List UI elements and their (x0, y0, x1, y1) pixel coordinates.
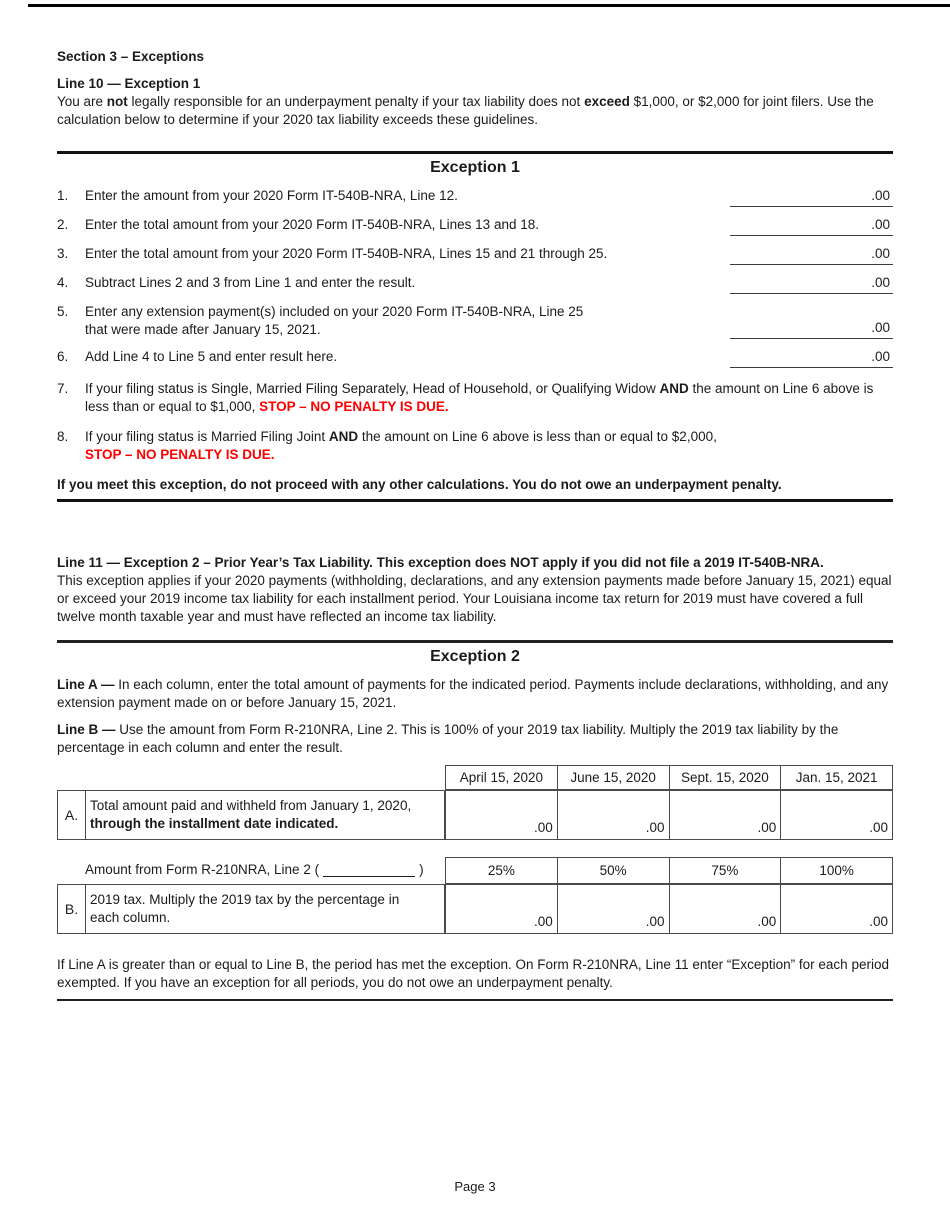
table-a-header-row (445, 765, 893, 790)
table-a-value-cell[interactable]: .00 (557, 791, 669, 839)
item-text: Subtract Lines 2 and 3 from Line 1 and enter the result. (85, 275, 416, 290)
table-b-percent-header: 75% (669, 858, 781, 883)
item-text: If your filing status is Single, Married Filing Separately, Head of Household, or Qualifying Widow AND the amount on Line 6 above is less than or equal to $1,000, STOP – NO PENALTY IS DUE. (85, 381, 874, 414)
calc-row-3 (57, 245, 893, 265)
exception2-closing-block (57, 956, 893, 1001)
table-a-col-header: April 15, 2020 (459, 769, 544, 785)
exception2-heading: Exception 2 (430, 647, 520, 665)
table-b-percent-header: 25% (487, 862, 515, 878)
row-b-description: 2019 tax. Multiply the 2019 tax by the percentage in each column. (86, 885, 445, 933)
line11-body: This exception applies if your 2020 payments (withholding, declarations, and any extension payments made before January 15, 2021) equal or exceed your 2019 income tax liability for each installment period. Your Louisiana income tax return for 2019 must have covered a full twelve month taxable year and must have reflected an income tax liability. (57, 573, 892, 624)
installment-table-a (57, 765, 893, 840)
exception1-bottom-rule (57, 499, 893, 502)
calc-row-7 (57, 380, 893, 416)
item-number: 2. (57, 217, 69, 232)
table-a-body-row (57, 790, 893, 840)
exception1-summary: If you meet this exception, do not proceed with any other calculations. You do not owe an underpayment penalty. (57, 477, 782, 492)
table-b-body-row (57, 884, 893, 934)
table-b-percent-header: 50% (557, 858, 669, 883)
item-text: Add Line 4 to Line 5 and enter result here. (85, 349, 338, 364)
table-a-col-header: Jan. 15, 2021 (780, 766, 892, 789)
table-a-value-cell[interactable]: .00 (780, 791, 892, 839)
table-b-value-cell[interactable]: .00 (445, 885, 557, 933)
item-number: 1. (57, 188, 69, 203)
stop-no-penalty-text: STOP – NO PENALTY IS DUE. (259, 399, 449, 414)
table-b-header-label: Amount from Form R-210NRA, Line 2 ( ) (85, 862, 424, 877)
line11-block (57, 554, 893, 626)
item-number: 4. (57, 275, 69, 290)
table-b-header-row (57, 857, 893, 884)
calc-row-2 (57, 216, 893, 236)
table-b-value-cell[interactable]: .00 (557, 885, 669, 933)
amount-field-line4[interactable]: .00 (730, 274, 893, 294)
table-a-value-cell[interactable]: .00 (669, 791, 781, 839)
calc-row-1 (57, 187, 893, 207)
table-b-value-cell[interactable]: .00 (780, 885, 892, 933)
r210nra-line2-blank[interactable] (323, 864, 415, 877)
table-a-col-header: Sept. 15, 2020 (669, 766, 781, 789)
item-text: Enter any extension payment(s) included on your 2020 Form IT-540B-NRA, Line 25 that were made after January 15, 2021. (85, 304, 584, 337)
table-b-value-cell[interactable]: .00 (669, 885, 781, 933)
calc-row-8 (57, 428, 893, 464)
amount-field-line2[interactable]: .00 (730, 216, 893, 236)
calc-row-4 (57, 274, 893, 294)
item-text: Enter the amount from your 2020 Form IT-540B-NRA, Line 12. (85, 188, 458, 203)
lineA-paragraph: Line A — In each column, enter the total amount of payments for the indicated period. Payments include declarations, withholding, and any extension payment made on or before January 15, 2021. (57, 676, 889, 710)
exception1-heading: Exception 1 (430, 159, 520, 176)
table-b-percent-header: 100% (780, 858, 892, 883)
item-number: 5. (57, 304, 69, 319)
amount-field-line6[interactable]: .00 (730, 348, 893, 368)
row-a-description: Total amount paid and withheld from January 1, 2020, through the installment date indicated. (86, 791, 445, 839)
exception2-closing-text: If Line A is greater than or equal to Line B, the period has met the exception. On Form R-210NRA, Line 11 enter “Exception” for each period exempted. If you have an exception for all periods, you do not owe an underpayment penalty. (57, 956, 889, 990)
exception2-top-rule (57, 640, 893, 643)
table-b-percent-row (445, 857, 893, 884)
table-a-value-cell[interactable]: .00 (445, 791, 557, 839)
installment-table-b (57, 857, 893, 934)
stop-no-penalty-text: STOP – NO PENALTY IS DUE. (85, 447, 275, 462)
table-a-col-header: June 15, 2020 (557, 766, 669, 789)
page-top-rule (28, 4, 950, 7)
exception1-top-rule (57, 151, 893, 154)
line11-heading: Line 11 — Exception 2 – Prior Year’s Tax Liability. This exception does NOT apply if you did not file a 2019 IT-540B-NRA. (57, 555, 824, 570)
calc-row-6 (57, 348, 893, 368)
calc-row-5 (57, 303, 893, 339)
row-a-label: A. (58, 791, 86, 839)
section3-title: Section 3 – Exceptions (57, 49, 205, 64)
item-number: 6. (57, 349, 69, 364)
item-number: 7. (57, 381, 69, 396)
row-b-label: B. (58, 885, 86, 933)
item-number: 3. (57, 246, 69, 261)
page-number: Page 3 (454, 1179, 496, 1194)
item-number: 8. (57, 429, 69, 444)
item-text: Enter the total amount from your 2020 Form IT-540B-NRA, Lines 15 and 21 through 25. (85, 246, 608, 261)
line10-heading: Line 10 — Exception 1 (57, 76, 201, 91)
amount-field-line5[interactable]: .00 (730, 319, 893, 339)
lineB-paragraph: Line B — Use the amount from Form R-210NRA, Line 2. This is 100% of your 2019 tax liability. Multiply the 2019 tax liability by the percentage in each column and enter the result. (57, 721, 839, 755)
item-text: If your filing status is Married Filing Joint AND the amount on Line 6 above is less than or equal to $2,000, STOP – NO PENALTY IS DUE. (85, 429, 717, 462)
amount-field-line3[interactable]: .00 (730, 245, 893, 265)
line10-intro: You are not legally responsible for an underpayment penalty if your tax liability does not exceed $1,000, or $2,000 for joint filers. Use the calculation below to determine if your 2020 tax liability exceeds these guidelines. (57, 94, 874, 127)
amount-field-line1[interactable]: .00 (730, 187, 893, 207)
item-text: Enter the total amount from your 2020 Form IT-540B-NRA, Lines 13 and 18. (85, 217, 539, 232)
